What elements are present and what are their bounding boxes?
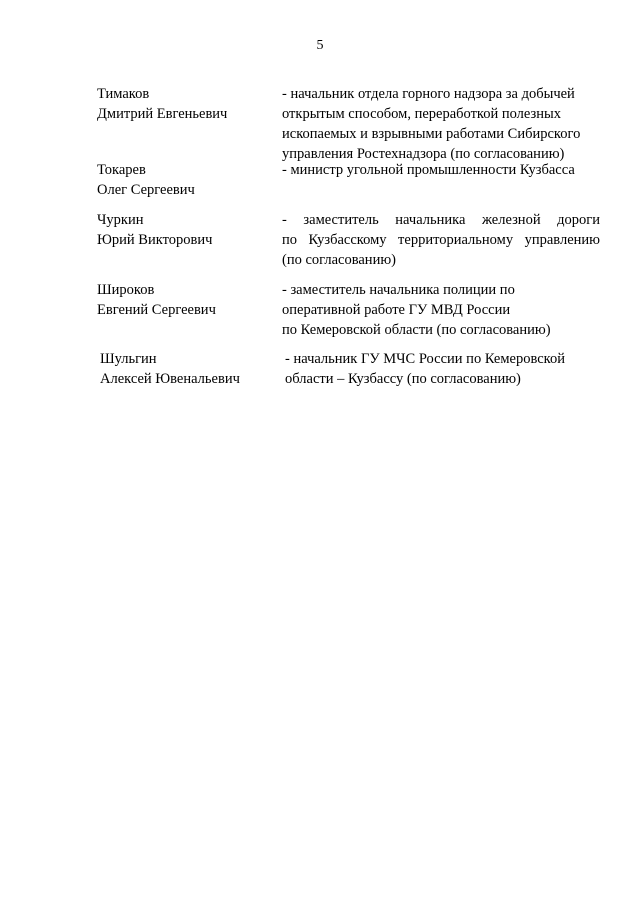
member-position [282,280,600,340]
member-position [282,210,600,270]
position-line: оперативной работе ГУ МВД России [282,302,511,318]
member-given-names: Олег Сергеевич [97,182,195,198]
position-line: - министр угольной промышленности Кузбасса [282,162,575,178]
member-surname: Токарев [97,162,146,178]
member-surname: Широков [97,282,155,298]
position-line: - заместитель начальника железной дороги [282,212,600,228]
position-line: - заместитель начальника полиции по [282,282,515,298]
position-line: - начальник отдела горного надзора за добычей [282,86,575,102]
member-surname: Тимаков [97,86,150,102]
member-name [97,84,267,124]
page-number: 5 [316,38,324,53]
member-name [97,210,267,250]
member-given-names: Евгений Сергеевич [97,302,216,318]
position-line: по Кузбасскому территориальному управлению [282,232,600,248]
position-line: области – Кузбассу (по согласованию) [285,371,521,387]
member-surname: Шульгин [100,351,157,367]
member-given-names: Юрий Викторович [97,232,213,248]
member-given-names: Дмитрий Евгеньевич [97,106,228,122]
member-name [97,160,267,200]
member-given-names: Алексей Ювенальевич [100,371,240,387]
member-name [97,280,267,320]
member-name [100,349,270,389]
position-line: (по согласованию) [282,252,396,268]
member-position [282,160,600,180]
position-line: - начальник ГУ МЧС России по Кемеровской [285,351,565,367]
position-line: открытым способом, переработкой полезных [282,106,562,122]
member-position [285,349,603,389]
position-line: по Кемеровской области (по согласованию) [282,322,551,338]
member-position [282,84,600,164]
position-line: управления Ростехнадзора (по согласованию) [282,146,565,162]
member-surname: Чуркин [97,212,144,228]
position-line: ископаемых и взрывными работами Сибирского [282,126,581,142]
